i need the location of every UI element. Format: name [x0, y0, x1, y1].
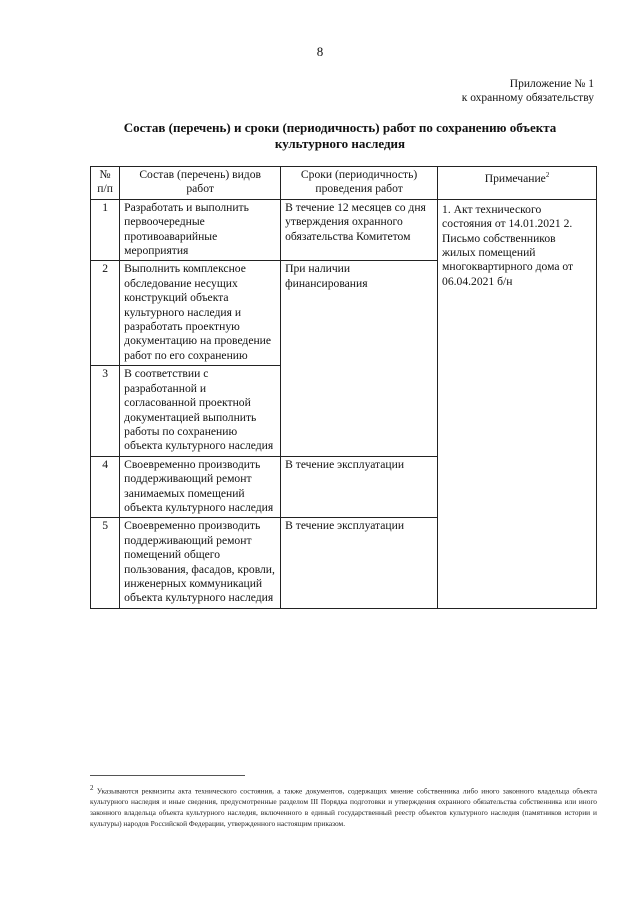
row-number: 1 [91, 199, 120, 261]
row-composition: Своевременно производить поддерживающий ремонт помещений общего пользования, фасадов, кровли, инженерных коммуникаций объекта культурного наследия [120, 518, 281, 608]
row-number: 5 [91, 518, 120, 608]
footnote-ref-header: 2 [545, 171, 550, 179]
row-number: 4 [91, 456, 120, 518]
row-composition: Своевременно производить поддерживающий ремонт занимаемых помещений объекта культурного наследия [120, 456, 281, 518]
row-composition: Разработать и выполнить первоочередные противоаварийные мероприятия [120, 199, 281, 261]
header-terms: Сроки (периодичность) проведения работ [281, 167, 438, 200]
appendix-line-2: к охранному обязательству [461, 92, 594, 104]
page-number: 8 [316, 44, 324, 59]
row-number: 2 [91, 261, 120, 366]
row-terms: При наличии финансирования [281, 261, 438, 456]
row-terms: В течение эксплуатации [281, 518, 438, 608]
row-composition: Выполнить комплексное обследование несущих конструкций объекта культурного наследия и разработать проектную документацию на проведение работ по его сохранению [120, 261, 281, 366]
note-cell: 1. Акт технического состояния от 14.01.2021 2. Письмо собственников жилых помещений многоквартирного дома от 06.04.2021 б/н [438, 199, 597, 608]
table-header-row [91, 167, 597, 200]
footnote-divider [90, 775, 245, 776]
header-note [438, 167, 597, 200]
row-number: 3 [91, 366, 120, 456]
row-composition: В соответствии с разработанной и согласованной проектной документацией выполнить работы по сохранению объекта культурного наследия [120, 366, 281, 456]
header-number: № п/п [91, 167, 120, 200]
header-composition: Состав (перечень) видов работ [120, 167, 281, 200]
document-title: Состав (перечень) и сроки (периодичность) работ по сохранению объекта культурного наследия [123, 120, 557, 151]
appendix-header [462, 77, 594, 105]
row-terms: В течение эксплуатации [281, 456, 438, 518]
works-table [90, 166, 597, 609]
footnote-text: Указываются реквизиты акта технического состояния, а также документов, содержащих мнение собственника либо иного законного владельца объекта культурного наследия и иные сведения, предусмотренные разделом III Порядка подготовки и утверждения охранного обязательства собственника или иного законного владельца объекта культурного наследия, включенного в единый государственный реестр объектов культурного наследия (памятников истории и культуры) народов Российской Федерации, утвержденного настоящим приказом. [90, 786, 597, 829]
footnote-ref: 2 [90, 784, 94, 792]
header-note-label: Примечание [484, 171, 546, 185]
footnote [90, 783, 597, 829]
row-terms: В течение 12 месяцев со дня утверждения охранного обязательства Комитетом [281, 199, 438, 261]
appendix-line-1: Приложение № 1 [509, 78, 594, 90]
table-row [91, 199, 597, 261]
